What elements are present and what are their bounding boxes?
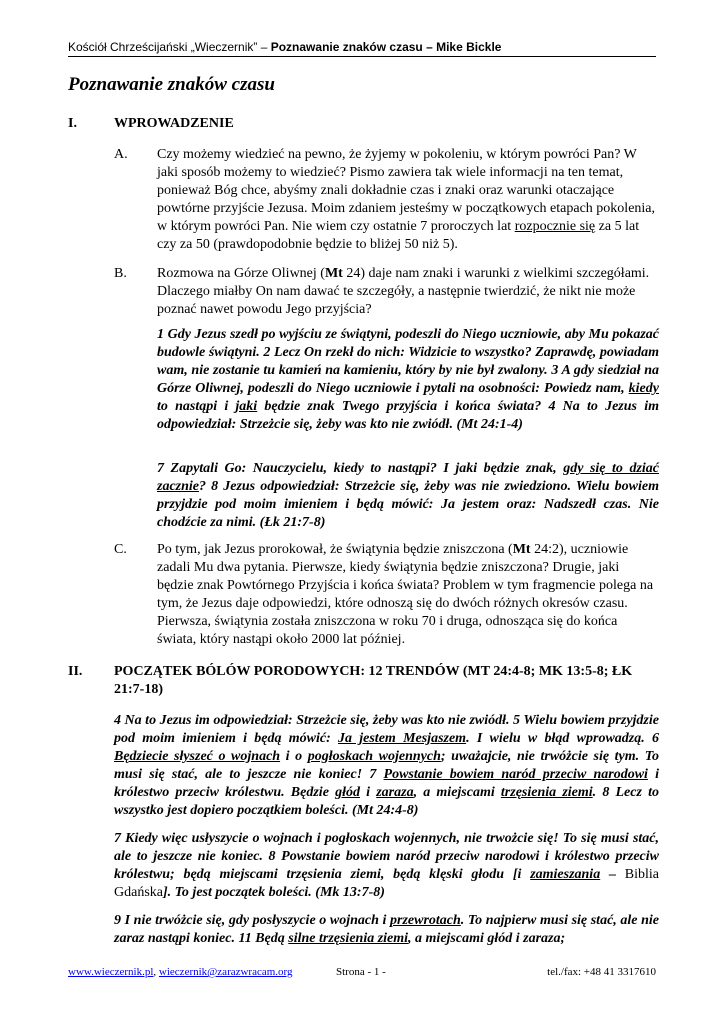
section-1-number: I. (68, 116, 77, 131)
page-footer: www.wieczernik.pl, wieczernik@zarazwracam.org Strona - 1 - tel./fax: +48 41 3317610 (68, 966, 656, 978)
church-name: Kościół Chrześcijański „Wieczernik” – (68, 40, 271, 54)
page-number: Strona - 1 - (336, 966, 386, 978)
scripture-quote-mt24: 1 Gdy Jezus szedł po wyjściu ze świątyni, podeszli do Niego uczniowie, aby Mu pokazać budowle świątyni. 2 Lecz On rzekł do nich: Widzicie to wszystko? Zaprawdę, powiadam wam, nie zostanie tu kamień na kamieniu, który by nie był zwalony. 3 A gdy siedział na Górze Oliwnej, podeszli do Niego uczniowie i pytali na osobności: Powiedz nam, kiedy to nastąpi i jaki będzie znak Twego przyjścia i końca świata? 4 Na to Jezus im odpowiedział: Strzeżcie się, żeby was kto nie zwiódł. (Mt 24:1-4) (157, 327, 659, 432)
page-title: Poznawanie znaków czasu (68, 74, 275, 95)
page-header (68, 40, 656, 57)
item-a-paragraph: Czy możemy wiedzieć na pewno, że żyjemy w pokoleniu, w którym powróci Pan? W jaki sposób możemy to wiedzieć? Pismo zawiera tak wiele informacji na ten temat, ponieważ Bóg chce, abyśmy znali dokładnie czas i znaki oraz warunki otaczające powtórne przyjście Jezusa. Moim zdaniem jesteśmy w początkowych etapach pokolenia, w którym powróci Pan. Nie wiem czy ostatnie 7 proroczych lat rozpocznie się za 5 lat czy za 50 (prawdopodobnie będzie to bliżej 50 niż 5). (157, 147, 656, 252)
underlined-phrase: rozpocznie się (514, 219, 596, 234)
item-a-letter: A. (114, 147, 128, 162)
item-b-paragraph: Rozmowa na Górze Oliwnej (Mt 24) daje nam znaki i warunki z wielkimi szczegółami. Dlaczego miałby On nam dawać te szczegóły, a następnie twierdzić, że nikt nie może poznać nawet powodu Jego przyjścia? (157, 266, 650, 317)
scripture-quote-lk21: 7 Zapytali Go: Nauczycielu, kiedy to nastąpi? I jaki będzie znak, gdy się to dziać zacznie? 8 Jezus odpowiedział: Strzeżcie się, żeby was nie zwiedziono. Wielu bowiem przyjdzie pod moim imieniem i będą mówić: Ja jestem oraz: Nadszedł czas. Nie chodźcie za nimi. (Łk 21:7-8) (157, 461, 660, 530)
scripture-quote-mk13: 7 Kiedy więc usłyszycie o wojnach i pogłoskach wojennych, nie trwożcie się! To się musi stać, ale to jeszcze nie koniec. 8 Powstanie bowiem naród przeciw narodowi i królestwo przeciw królestwu; będą miejscami trzęsienia ziemi, będą klęski głodu [i zamieszania – Biblia Gdańska]. To jest początek boleści. (Mk 13:7-8) (114, 831, 659, 900)
phone-fax: tel./fax: +48 41 3317610 (547, 966, 656, 978)
scripture-quote-lk21-9-11: 9 I nie trwóżcie się, gdy posłyszycie o wojnach i przewrotach. To najpierw musi się stać, ale nie zaraz nastąpi koniec. 11 Będą silne trzęsienia ziemi, a miejscami głód i zaraza; (114, 913, 659, 946)
item-b-letter: B. (114, 266, 127, 281)
email-link[interactable]: wieczernik@zarazwracam.org (158, 966, 293, 978)
section-2-number: II. (68, 664, 83, 679)
item-c-letter: C. (114, 542, 127, 557)
website-link[interactable]: www.wieczernik.pl (68, 966, 154, 978)
scripture-quote-mt24-4-8: 4 Na to Jezus im odpowiedział: Strzeżcie się, żeby was kto nie zwiódł. 5 Wielu bowiem przyjdzie pod moim imieniem i będą mówić: Ja jestem Mesjaszem. I wielu w błąd wprowadzą. 6 Będziecie słyszeć o wojnach i o pogłoskach wojennych; uważajcie, nie trwóżcie się tym. To musi się stać, ale to jeszcze nie koniec! 7 Powstanie bowiem naród przeciw narodowi i królestwo przeciw królestwu. Będzie głód i zaraza, a miejscami trzęsienia ziemi. 8 Lecz to wszystko jest dopiero początkiem boleści. (Mt 24:4-8) (114, 713, 660, 818)
section-2-title: POCZĄTEK BÓLÓW PORODOWYCH: 12 TRENDÓW (MT 24:4-8; MK 13:5-8; ŁK 21:7-18) (114, 664, 633, 697)
header-doc-title: Poznawanie znaków czasu – Mike Bickle (270, 40, 502, 54)
section-1-title: WPROWADZENIE (114, 116, 234, 131)
item-c-paragraph: Po tym, jak Jezus prorokował, że świątynia będzie zniszczona (Mt 24:2), uczniowie zadali Mu dwa pytania. Pierwsze, kiedy świątynia będzie zniszczona? Drugie, jaki będzie znak Powtórnego Przyjścia i końca świata? Problem w tym fragmencie polega na tym, że Jezus daje odpowiedzi, które odnoszą się do dwóch różnych okresów czasu. Pierwsza, świątynia została zniszczona w roku 70 i druga, odnosząca się do końca świata, który nastąpi około 2000 lat później. (157, 542, 654, 647)
